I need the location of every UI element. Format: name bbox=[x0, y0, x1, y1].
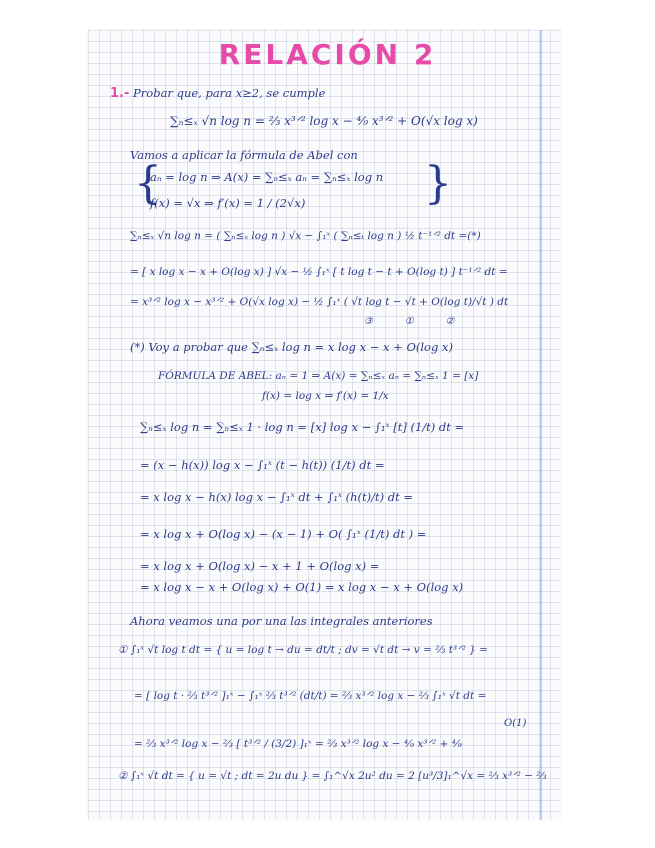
line-10: ∑ₙ≤ₓ log n = ∑ₙ≤ₓ 1 · log n = [x] log x − ∫₁ˣ [t] (1/t) dt = bbox=[140, 420, 465, 434]
line-4: ∑ₙ≤ₓ √n log n = ( ∑ₙ≤ₓ log n ) √x − ∫₁ˣ ( ∑ₙ≤ₜ log n ) ½ t⁻¹ᐟ² dt =(*) bbox=[130, 230, 481, 242]
line-2: aₙ = log n ⇒ A(x) = ∑ₙ≤ₓ aₙ = ∑ₙ≤ₓ log n bbox=[150, 170, 384, 184]
line-8: FÓRMULA DE ABEL: aₙ = 1 ⇒ A(x) = ∑ₙ≤ₓ aₙ = ∑ₙ≤ₓ 1 = [x] bbox=[158, 370, 479, 382]
right-brace: } bbox=[424, 158, 452, 209]
line-17: ① ∫₁ˣ √t log t dt = { u = log t → du = dt/t ; dv = √t dt → v = ⅔ t³ᐟ² } = bbox=[118, 644, 488, 656]
problem-number: 1.- bbox=[110, 86, 130, 101]
circle-label-1: ① bbox=[404, 316, 414, 327]
circle-label-3: ③ bbox=[364, 316, 373, 327]
line-3: f(x) = √x ⇒ f′(x) = 1 / (2√x) bbox=[150, 196, 306, 210]
line-14: = x log x + O(log x) − x + 1 + O(log x) = bbox=[140, 559, 380, 573]
line-20: ② ∫₁ˣ √t dt = { u = √t ; dt = 2u du } = ∫₁^√x 2u² du = 2 [u³/3]₁^√x = ⅔ x³ᐟ² − ⅔ bbox=[118, 770, 547, 782]
circle-labels bbox=[364, 316, 455, 327]
page-title: RELACIÓN 2 bbox=[218, 38, 437, 71]
left-brace: { bbox=[134, 158, 162, 209]
line-5: = [ x log x − x + O(log x) ] √x − ½ ∫₁ˣ [ t log t − t + O(log t) ] t⁻¹ᐟ² dt = bbox=[130, 266, 508, 278]
margin-line bbox=[540, 30, 542, 820]
line-19: = ⅔ x³ᐟ² log x − ⅔ [ t³ᐟ² / (3/2) ]₁ˣ = ⅔ x³ᐟ² log x − ⁴⁄₉ x³ᐟ² + ⁴⁄₉ bbox=[134, 738, 462, 750]
line-15: = x log x − x + O(log x) + O(1) = x log x − x + O(log x) bbox=[140, 580, 464, 594]
line-12: = x log x − h(x) log x − ∫₁ˣ dt + ∫₁ˣ (h(t)/t) dt = bbox=[140, 490, 414, 504]
problem-header bbox=[110, 86, 325, 101]
line-13: = x log x + O(log x) − (x − 1) + O( ∫₁ˣ (1/t) dt ) = bbox=[140, 527, 427, 541]
problem-formula: ∑ₙ≤ₓ √n log n = ⅔ x³ᐟ² log x − ⁴⁄₉ x³ᐟ² + O(√x log x) bbox=[170, 114, 478, 128]
line-1: Vamos a aplicar la fórmula de Abel con bbox=[130, 148, 358, 162]
line-11: = (x − h(x)) log x − ∫₁ˣ (t − h(t)) (1/t) dt = bbox=[140, 458, 385, 472]
line-18: = [ log t · ⅔ t³ᐟ² ]₁ˣ − ∫₁ˣ ⅔ t³ᐟ² (dt/t) = ⅔ x³ᐟ² log x − ⅔ ∫₁ˣ √t dt = bbox=[134, 690, 487, 702]
line-7: (*) Voy a probar que ∑ₙ≤ₓ log n = x log x − x + O(log x) bbox=[130, 340, 453, 354]
line-9: f(x) = log x ⇒ f′(x) = 1/x bbox=[262, 390, 389, 402]
line-6: = x³ᐟ² log x − x³ᐟ² + O(√x log x) − ½ ∫₁ˣ ( √t log t − √t + O(log t)/√t ) dt bbox=[130, 296, 509, 308]
line-16: Ahora veamos una por una las integrales anteriores bbox=[130, 614, 433, 628]
big-o-note: O(1) bbox=[504, 718, 527, 729]
circle-label-2: ② bbox=[445, 316, 455, 327]
problem-statement: Probar que, para x≥2, se cumple bbox=[133, 86, 326, 100]
